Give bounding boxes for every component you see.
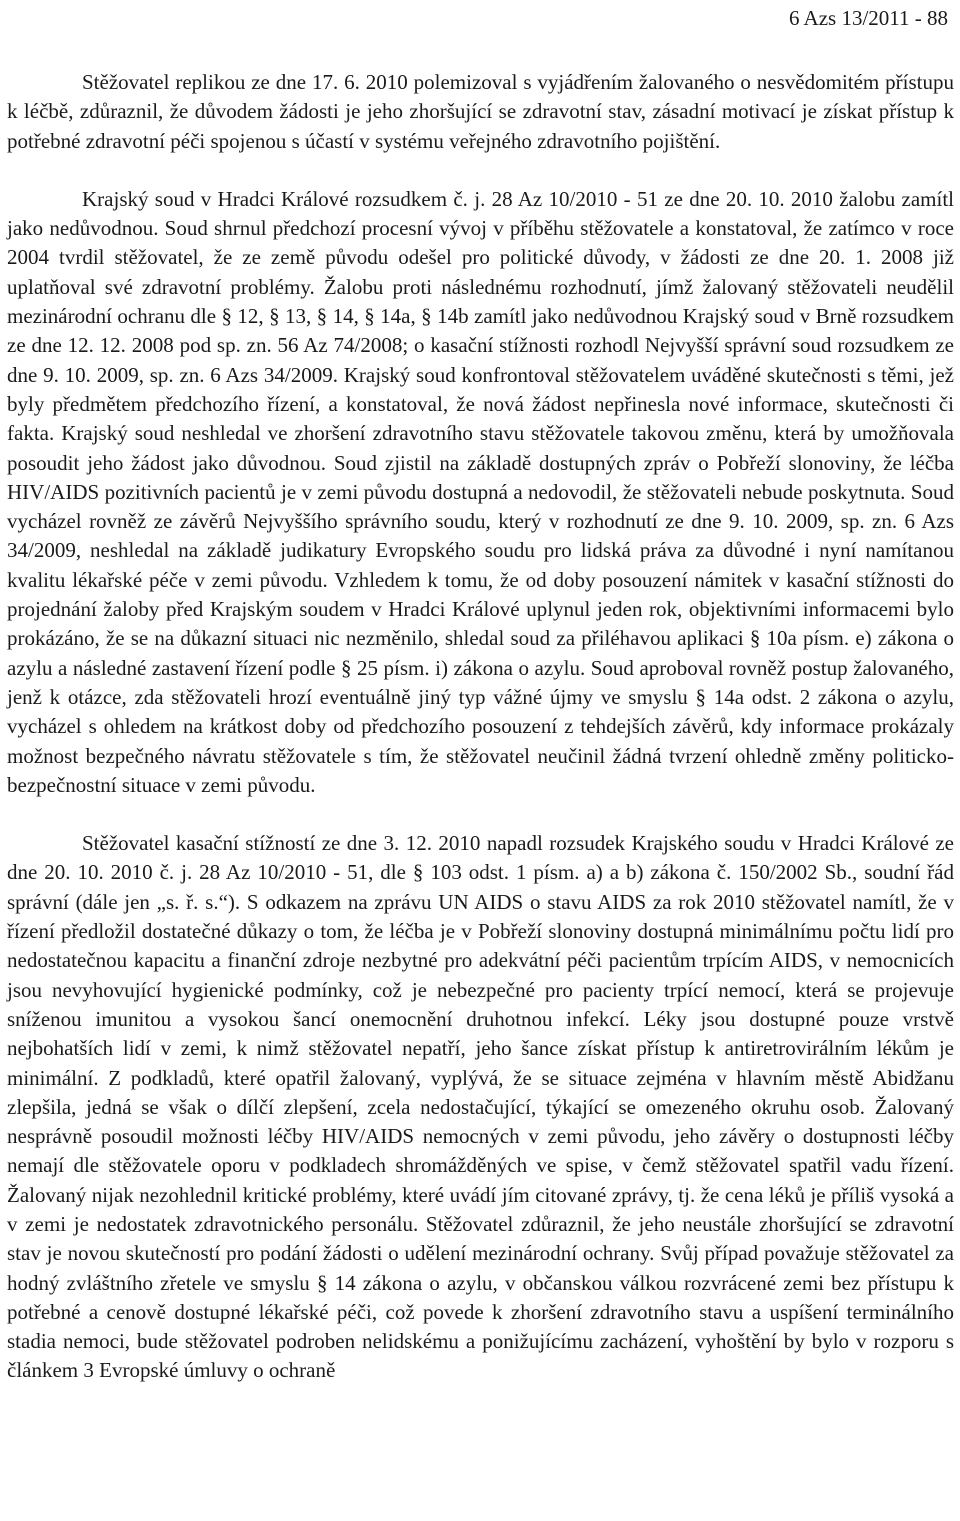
paragraph-kasacni-stiznost: Stěžovatel kasační stížností ze dne 3. 12. 2010 napadl rozsudek Krajského soudu v Hradci Králové ze dne 20. 10. 2010 č. j. 28 Az 10/2010 - 51, dle § 103 odst. 1 písm. a) a b) zákona č. 150/2002 Sb., soudní řád správní (dále jen „s. ř. s.“). S odkazem na zprávu UN AIDS o stavu AIDS za rok 2010 stěžovatel namítl, že v řízení předložil dostatečné důkazy o tom, že léčba je v Pobřeží slonoviny dostupná minimálnímu počtu lidí pro nedostatečnou kapacitu a finanční zdroje nezbytné pro adekvátní péči pacientům trpícím AIDS, v nemocnicích jsou nevyhovující hygienické podmínky, což je nebezpečné pro pacienty trpící nemocí, která se projevuje sníženou imunitou a vysokou šancí onemocnění druhotnou infekcí. Léky jsou dostupné pouze vrstvě nejbohatších lidí v zemi, k nimž stěžovatel nepatří, jeho šance získat přístup k antiretrovirálním lékům je minimální. Z podkladů, které opatřil žalovaný, vyplývá, že se situace zejména v hlavním městě Abidžanu zlepšila, jedná se však o dílčí zlepšení, zcela nedostačující, týkající se omezeného okruhu osob. Žalovaný nesprávně posoudil možnosti léčby HIV/AIDS nemocných v zemi původu, jeho závěry o dostupnosti léčby nemají dle stěžovatele oporu v podkladech shromážděných ve spise, v čemž stěžovatel spatřil vadu řízení. Žalovaný nijak nezohlednil kritické problémy, které uvádí jím citované zprávy, tj. že cena léků je příliš vysoká a v zemi je nedostatek zdravotnického personálu. Stěžovatel zdůraznil, že jeho neustále zhoršující se zdravotní stav je novou skutečností pro podání žádosti o udělení mezinárodní ochrany. Svůj případ považuje stěžovatel za hodný zvláštního zřetele ve smyslu § 14 zákona o azylu, v občanskou válkou rozvrácené zemi bez přístupu k potřebné a cenově dostupné lékařské péči, což povede k zhoršení zdravotního stavu a uspíšení terminálního stadia nemoci, bude stěžovatel podroben nelidskému a ponižujícímu zacházení, vyhoštění by bylo v rozporu s článkem 3 Evropské úmluvy o ochraně [7, 831, 954, 1383]
paragraph-replika: Stěžovatel replikou ze dne 17. 6. 2010 polemizoval s vyjádřením žalovaného o nesvědomitém přístupu k léčbě, zdůraznil, že důvodem žádosti je jeho zhoršující se zdravotní stav, zásadní motivací je získat přístup k potřebné zdravotní péči spojenou s účastí v systému veřejného zdravotního pojištění. [7, 70, 954, 153]
case-number-header: 6 Azs 13/2011 - 88 [788, 6, 948, 30]
document-body [7, 68, 954, 1386]
paragraph-krajsky-soud: Krajský soud v Hradci Králové rozsudkem č. j. 28 Az 10/2010 - 51 ze dne 20. 10. 2010 žalobu zamítl jako nedůvodnou. Soud shrnul předchozí procesní vývoj v příběhu stěžovatele a konstatoval, že zatímco v roce 2004 tvrdil stěžovatel, že ze země původu odešel pro politické důvody, v žádosti ze dne 20. 1. 2008 již uplatňoval své zdravotní problémy. Žalobu proti následnému rozhodnutí, jímž žalovaný stěžovateli neudělil mezinárodní ochranu dle § 12, § 13, § 14, § 14a, § 14b zamítl jako nedůvodnou Krajský soud v Brně rozsudkem ze dne 12. 12. 2008 pod sp. zn. 56 Az 74/2008; o kasační stížnosti rozhodl Nejvyšší správní soud rozsudkem ze dne 9. 10. 2009, sp. zn. 6 Azs 34/2009. Krajský soud konfrontoval stěžovatelem uváděné skutečnosti s těmi, jež byly předmětem předchozího řízení, a konstatoval, že nová žádost nepřinesla nové informace, skutečnosti či fakta. Krajský soud neshledal ve zhoršení zdravotního stavu stěžovatele takovou změnu, která by umožňovala posoudit jeho žádost jako důvodnou. Soud zjistil na základě dostupných zpráv o Pobřeží slonoviny, že léčba HIV/AIDS pozitivních pacientů je v zemi původu dostupná a nedovodil, že stěžovateli nebude poskytnuta. Soud vycházel rovněž ze závěrů Nejvyššího správního soudu, který v rozhodnutí ze dne 9. 10. 2009, sp. zn. 6 Azs 34/2009, neshledal na základě judikatury Evropského soudu pro lidská práva za důvodné i nyní namítanou kvalitu lékařské péče v zemi původu. Vzhledem k tomu, že od doby posouzení námitek v kasační stížnosti do projednání žaloby před Krajským soudem v Hradci Králové uplynul jeden rok, objektivními informacemi bylo prokázáno, že se na důkazní situaci nic nezměnilo, shledal soud za přiléhavou aplikaci § 10a písm. e) zákona o azylu a následné zastavení řízení podle § 25 písm. i) zákona o azylu. Soud aproboval rovněž postup žalovaného, jenž k otázce, zda stěžovateli hrozí eventuálně jiný typ vážné újmy ve smyslu § 14a odst. 2 zákona o azylu, vycházel s ohledem na krátkost doby od předchozího posouzení z tehdejších závěrů, kdy informace prokázaly možnost bezpečného návratu stěžovatele s tím, že stěžovatel neučinil žádná tvrzení ohledně změny politicko-bezpečnostní situace v zemi původu. [7, 186, 954, 797]
